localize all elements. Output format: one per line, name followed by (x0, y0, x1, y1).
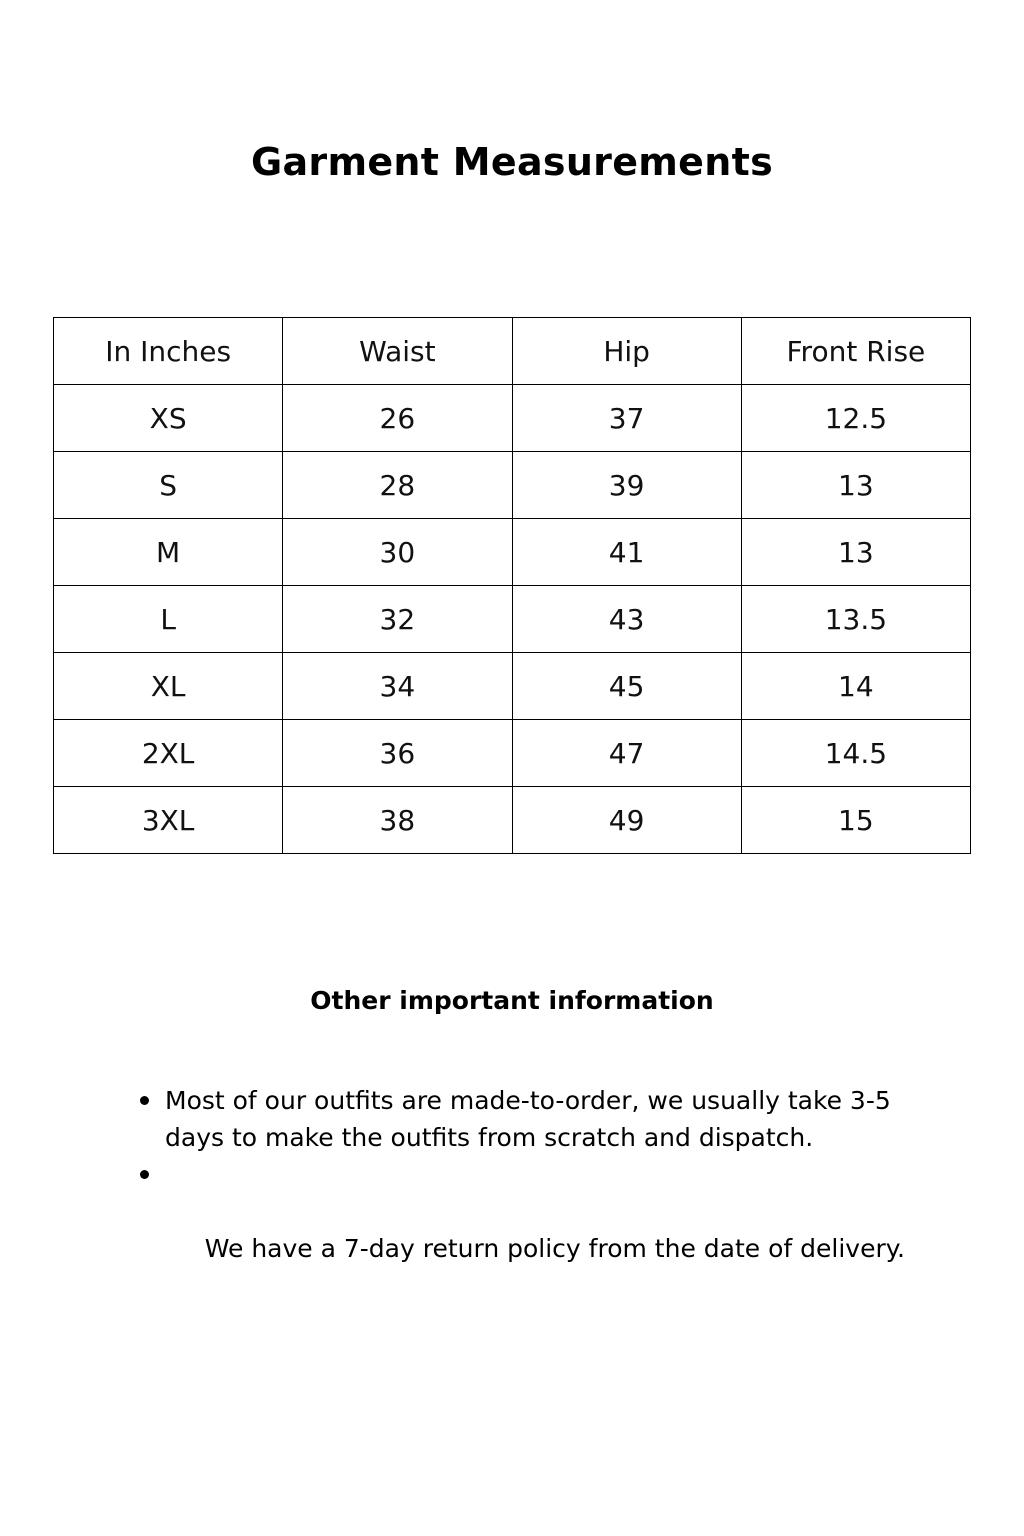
waist-cell: 38 (283, 787, 512, 854)
waist-cell: 34 (283, 653, 512, 720)
measurement-table (53, 317, 971, 854)
hip-cell: 39 (512, 452, 741, 519)
front-rise-cell: 14.5 (741, 720, 970, 787)
front-rise-cell: 13.5 (741, 586, 970, 653)
hip-cell: 45 (512, 653, 741, 720)
front-rise-cell: 12.5 (741, 385, 970, 452)
table-row (54, 787, 971, 854)
page-title: Garment Measurements (250, 140, 773, 184)
header-cell-hip: Hip (512, 318, 741, 385)
bullet-icon (140, 1096, 149, 1105)
hip-cell: 49 (512, 787, 741, 854)
size-cell: M (54, 519, 283, 586)
size-cell: S (54, 452, 283, 519)
waist-cell: 28 (283, 452, 512, 519)
waist-cell: 26 (283, 385, 512, 452)
header-cell-size: In Inches (54, 318, 283, 385)
header-cell-waist: Waist (283, 318, 512, 385)
info-list (140, 1082, 920, 1304)
hip-cell: 37 (512, 385, 741, 452)
size-cell: XS (54, 385, 283, 452)
waist-cell: 30 (283, 519, 512, 586)
hip-cell: 47 (512, 720, 741, 787)
hip-cell: 43 (512, 586, 741, 653)
table-row (54, 586, 971, 653)
table-header-row (54, 318, 971, 385)
size-cell: XL (54, 653, 283, 720)
table-row (54, 519, 971, 586)
list-item (140, 1156, 920, 1304)
table-row (54, 720, 971, 787)
front-rise-cell: 13 (741, 452, 970, 519)
header-cell-front-rise: Front Rise (741, 318, 970, 385)
list-item-text: Most of our outfits are made-to-order, we usually take 3-5 days to make the outfits from scratch and dispatch. (165, 1086, 891, 1152)
waist-cell: 36 (283, 720, 512, 787)
table-row (54, 653, 971, 720)
bullet-icon (140, 1170, 149, 1179)
hip-cell: 41 (512, 519, 741, 586)
front-rise-cell: 14 (741, 653, 970, 720)
size-cell: L (54, 586, 283, 653)
waist-cell: 32 (283, 586, 512, 653)
front-rise-cell: 13 (741, 519, 970, 586)
list-item (140, 1082, 920, 1156)
size-cell: 3XL (54, 787, 283, 854)
table-row (54, 452, 971, 519)
front-rise-cell: 15 (741, 787, 970, 854)
table-row (54, 385, 971, 452)
info-heading: Other important information (310, 986, 714, 1015)
size-cell: 2XL (54, 720, 283, 787)
list-item-text: We have a 7-day return policy from the date of delivery. (196, 1234, 905, 1263)
